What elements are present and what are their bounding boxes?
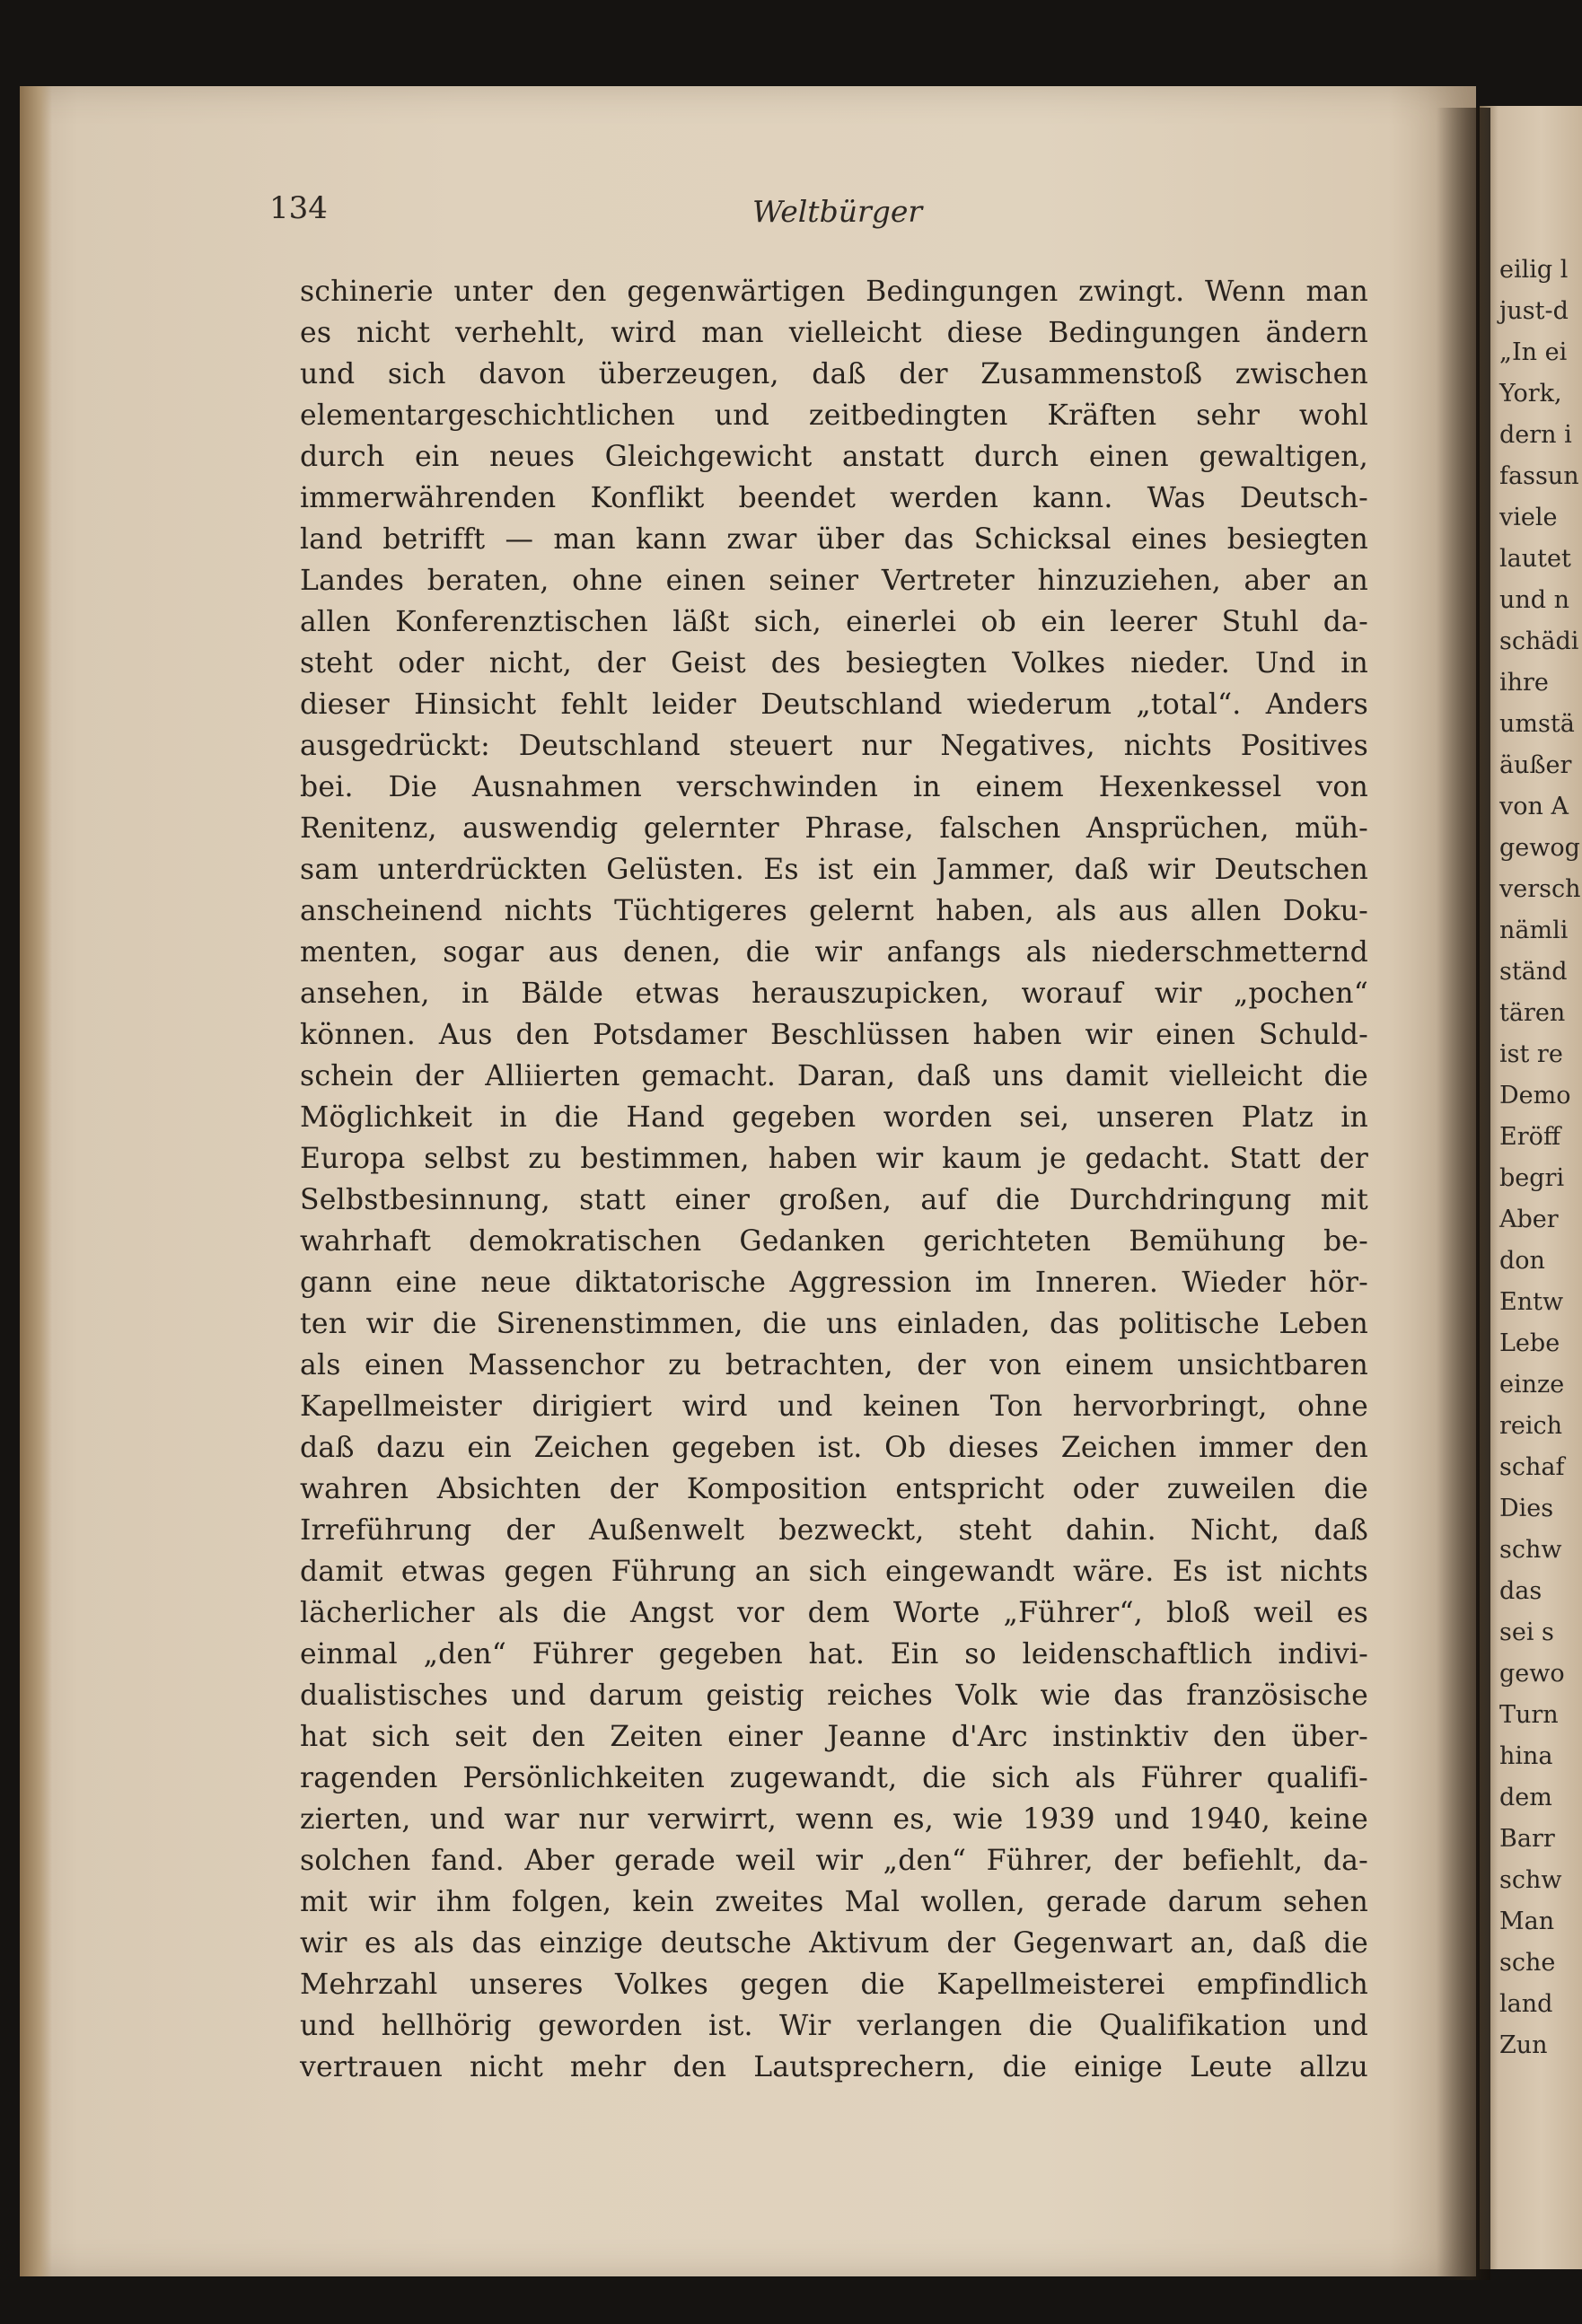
facing-page-line: schw: [1499, 1866, 1562, 1894]
text-line: Mehrzahl unseres Volkes gegen die Kapellmeisterei empfindlich: [300, 1969, 1368, 2001]
facing-page-line: „In ei: [1499, 338, 1568, 366]
facing-page-line: begri: [1499, 1164, 1565, 1192]
text-line: können. Aus den Potsdamer Beschlüssen haben wir einen Schuld-: [300, 1019, 1368, 1051]
text-line: zierten, und war nur verwirrt, wenn es, wie 1939 und 1940, keine: [300, 1803, 1368, 1836]
facing-page-line: dem: [1499, 1784, 1552, 1811]
text-line: daß dazu ein Zeichen gegeben ist. Ob dieses Zeichen immer den: [300, 1432, 1368, 1464]
facing-page-line: Dies: [1499, 1495, 1554, 1522]
facing-page-edge: [1480, 106, 1582, 2269]
page-number: 134: [269, 190, 328, 226]
page-spine-edge: [20, 86, 52, 2276]
facing-page-line: hina: [1499, 1742, 1553, 1770]
text-line: ansehen, in Bälde etwas herauszupicken, worauf wir „pochen“: [300, 978, 1368, 1010]
text-line: schein der Alliierten gemacht. Daran, daß uns damit vielleicht die: [300, 1060, 1368, 1092]
book-gutter-shadow: [1437, 108, 1490, 2280]
text-line: menten, sogar aus denen, die wir anfangs als niederschmetternd: [300, 936, 1368, 969]
text-line: ragenden Persönlichkeiten zugewandt, die sich als Führer qualifi-: [300, 1762, 1368, 1794]
facing-page-line: von A: [1499, 793, 1569, 820]
facing-page-line: das: [1499, 1577, 1542, 1605]
text-line: anscheinend nichts Tüchtigeres gelernt haben, als aus allen Doku-: [300, 895, 1368, 927]
text-line: bei. Die Ausnahmen verschwinden in einem Hexenkessel von: [300, 771, 1368, 803]
text-line: schinerie unter den gegenwärtigen Bedingungen zwingt. Wenn man: [300, 276, 1368, 308]
facing-page-line: gewog: [1499, 834, 1580, 862]
text-line: Selbstbesinnung, statt einer großen, auf die Durchdringung mit: [300, 1184, 1368, 1216]
facing-page-line: Demo: [1499, 1082, 1571, 1109]
facing-page-line: Entw: [1499, 1288, 1564, 1316]
facing-page-line: lautet: [1499, 545, 1571, 573]
text-line: wir es als das einzige deutsche Aktivum der Gegenwart an, daß die: [300, 1927, 1368, 1960]
facing-page-line: tären: [1499, 999, 1566, 1027]
text-line: es nicht verhehlt, wird man vielleicht diese Bedingungen ändern: [300, 317, 1368, 349]
facing-page-line: dern i: [1499, 421, 1572, 449]
facing-page-line: versch: [1499, 875, 1581, 903]
facing-page-line: don: [1499, 1247, 1545, 1275]
facing-page-text: [1499, 250, 1581, 2066]
text-line: hat sich seit den Zeiten einer Jeanne d'Arc instinktiv den über-: [300, 1721, 1368, 1753]
facing-page-line: ständ: [1499, 958, 1568, 986]
text-line: elementargeschichtlichen und zeitbedingten Kräften sehr wohl: [300, 399, 1368, 432]
facing-page-line: einze: [1499, 1371, 1565, 1399]
text-line: vertrauen nicht mehr den Lautsprechern, die einige Leute allzu: [300, 2051, 1368, 2083]
text-line: gann eine neue diktatorische Aggression im Inneren. Wieder hör-: [300, 1267, 1368, 1299]
text-line: mit wir ihm folgen, kein zweites Mal wollen, gerade darum sehen: [300, 1886, 1368, 1918]
text-line: und sich davon überzeugen, daß der Zusammenstoß zwischen: [300, 358, 1368, 390]
facing-page-line: Lebe: [1499, 1329, 1560, 1357]
text-line: land betrifft — man kann zwar über das Schicksal eines besiegten: [300, 523, 1368, 556]
body-text: [300, 271, 1368, 2088]
facing-page-line: schw: [1499, 1536, 1562, 1564]
facing-page-line: fassun: [1499, 462, 1579, 490]
facing-page-line: just-d: [1499, 297, 1569, 325]
facing-page-line: sche: [1499, 1949, 1556, 1977]
running-title: Weltbürger: [752, 194, 923, 229]
text-line: Landes beraten, ohne einen seiner Vertreter hinzuziehen, aber an: [300, 565, 1368, 597]
facing-page-line: Eröff: [1499, 1123, 1561, 1151]
facing-page-line: Aber: [1499, 1206, 1559, 1233]
facing-page-line: umstä: [1499, 710, 1575, 738]
facing-page-line: York,: [1499, 380, 1562, 408]
text-line: ausgedrückt: Deutschland steuert nur Negatives, nichts Positives: [300, 730, 1368, 762]
text-line: dualistisches und darum geistig reiches Volk wie das französische: [300, 1679, 1368, 1712]
facing-page-line: Turn: [1499, 1701, 1559, 1729]
text-line: wahrhaft demokratischen Gedanken gerichteten Bemühung be-: [300, 1225, 1368, 1258]
facing-page-line: schädi: [1499, 627, 1579, 655]
facing-page-line: und n: [1499, 586, 1570, 614]
text-line: durch ein neues Gleichgewicht anstatt durch einen gewaltigen,: [300, 441, 1368, 473]
text-line: ten wir die Sirenenstimmen, die uns einladen, das politische Leben: [300, 1308, 1368, 1340]
text-line: Europa selbst zu bestimmen, haben wir kaum je gedacht. Statt der: [300, 1143, 1368, 1175]
facing-page-line: ist re: [1499, 1040, 1563, 1068]
facing-page-line: Man: [1499, 1907, 1555, 1935]
facing-page-line: eilig l: [1499, 256, 1569, 284]
facing-page-line: viele: [1499, 504, 1558, 531]
facing-page-line: sei s: [1499, 1618, 1554, 1646]
text-line: sam unterdrückten Gelüsten. Es ist ein Jammer, daß wir Deutschen: [300, 854, 1368, 886]
text-line: solchen fand. Aber gerade weil wir „den“ Führer, der befiehlt, da-: [300, 1845, 1368, 1877]
text-line: Kapellmeister dirigiert wird und keinen Ton hervorbringt, ohne: [300, 1390, 1368, 1423]
text-line: damit etwas gegen Führung an sich eingewandt wäre. Es ist nichts: [300, 1556, 1368, 1588]
facing-page-line: Zun: [1499, 2031, 1548, 2059]
text-line: als einen Massenchor zu betrachten, der von einem unsichtbaren: [300, 1349, 1368, 1381]
text-line: Irreführung der Außenwelt bezweckt, steht dahin. Nicht, daß: [300, 1514, 1368, 1547]
facing-page-line: gewo: [1499, 1660, 1565, 1688]
facing-page-line: ihre: [1499, 669, 1549, 697]
text-line: immerwährenden Konflikt beendet werden kann. Was Deutsch-: [300, 482, 1368, 514]
facing-page-line: schaf: [1499, 1453, 1565, 1481]
text-line: lächerlicher als die Angst vor dem Worte „Führer“, bloß weil es: [300, 1597, 1368, 1629]
text-line: steht oder nicht, der Geist des besiegten Volkes nieder. Und in: [300, 647, 1368, 680]
text-line: allen Konferenztischen läßt sich, einerlei ob ein leerer Stuhl da-: [300, 606, 1368, 638]
text-line: Möglichkeit in die Hand gegeben worden sei, unseren Platz in: [300, 1101, 1368, 1134]
facing-page-line: reich: [1499, 1412, 1563, 1440]
facing-page-line: land: [1499, 1990, 1553, 2018]
facing-page-line: äußer: [1499, 751, 1572, 779]
text-line: Renitenz, auswendig gelernter Phrase, falschen Ansprüchen, müh-: [300, 812, 1368, 845]
text-line: wahren Absichten der Komposition entspricht oder zuweilen die: [300, 1473, 1368, 1505]
text-line: dieser Hinsicht fehlt leider Deutschland wiederum „total“. Anders: [300, 688, 1368, 721]
facing-page-line: Barr: [1499, 1825, 1555, 1853]
facing-page-line: nämli: [1499, 916, 1569, 944]
text-line: einmal „den“ Führer gegeben hat. Ein so leidenschaftlich indivi-: [300, 1638, 1368, 1671]
text-line: und hellhörig geworden ist. Wir verlangen die Qualifikation und: [300, 2010, 1368, 2042]
